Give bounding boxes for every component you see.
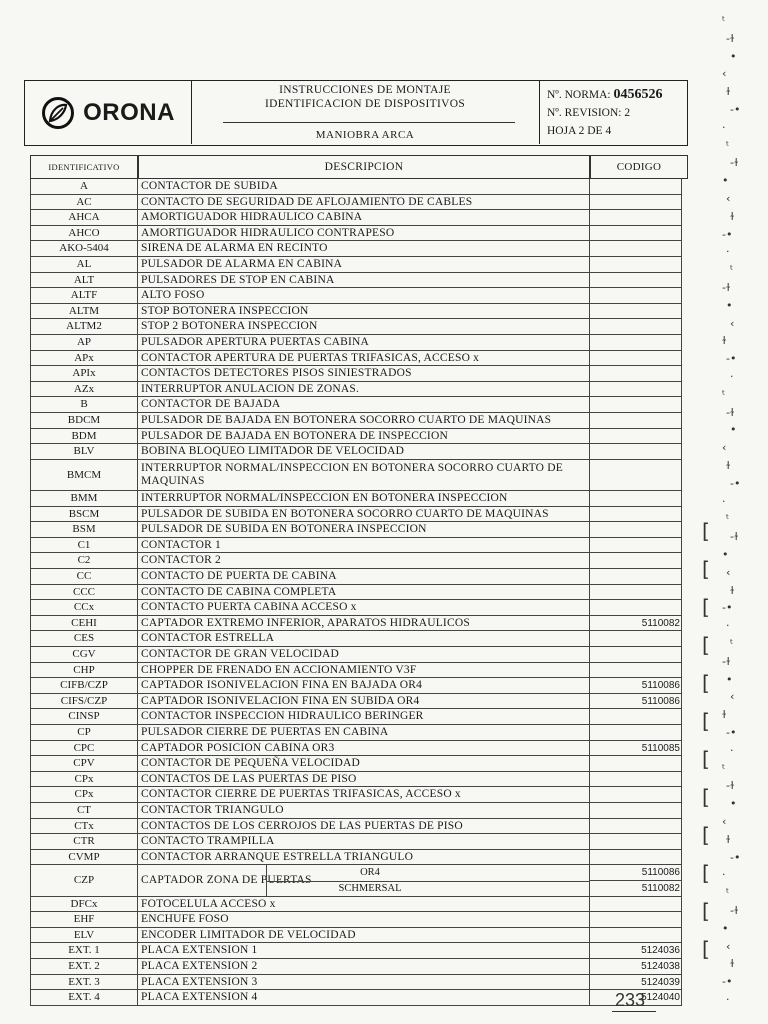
cell-codigo (590, 772, 682, 788)
cell-codigo (590, 413, 682, 429)
binding-bracket: [ (702, 709, 710, 733)
binding-mark: ᵗ (730, 263, 734, 277)
table-row (30, 413, 682, 429)
cell-descripcion: CONTACTO TRAMPILLA (138, 834, 590, 850)
handwritten-page-number: 233 (615, 990, 646, 1010)
cell-descripcion: PULSADOR CIERRE DE PUERTAS EN CABINA (138, 725, 590, 741)
cell-identificativo: ELV (30, 928, 138, 944)
binding-mark: ‐ɫ (726, 31, 735, 45)
binding-mark: ɫ (730, 957, 735, 971)
cell-identificativo: CGV (30, 647, 138, 663)
binding-mark: ɫ (722, 334, 727, 348)
table-row (30, 382, 682, 398)
cell-identificativo: CCC (30, 585, 138, 601)
table-row (30, 663, 682, 679)
table-row (30, 741, 682, 757)
binding-mark: • (730, 423, 737, 437)
binding-bracket: [ (702, 747, 710, 771)
table-row (30, 366, 682, 382)
binding-mark: · (726, 245, 730, 259)
cell-identificativo: CHP (30, 663, 138, 679)
cell-codigo: 5110086 (590, 678, 682, 694)
table-row (30, 959, 682, 975)
cell-identificativo: BDCM (30, 413, 138, 429)
binding-mark: -• (726, 726, 737, 739)
cell-codigo (590, 460, 682, 491)
cell-descripcion: INTERRUPTOR ANULACION DE ZONAS. (138, 382, 590, 398)
hoja-field: HOJA 2 DE 4 (547, 125, 612, 137)
binding-bracket: [ (702, 899, 710, 923)
binding-mark: • (726, 672, 733, 686)
cell-identificativo: CPx (30, 772, 138, 788)
cell-identificativo: ALT (30, 273, 138, 289)
cell-codigo (590, 366, 682, 382)
cell-codigo (590, 647, 682, 663)
cell-codigo (590, 787, 682, 803)
binding-mark: ‹ (726, 565, 731, 579)
cell-codigo (590, 522, 682, 538)
cell-descripcion: CONTACTOS DETECTORES PISOS SINIESTRADOS (138, 366, 590, 382)
binding-mark: ‹ (722, 441, 727, 455)
cell-codigo (590, 335, 682, 351)
cell-identificativo: AHCO (30, 226, 138, 242)
column-header-descripcion: DESCRIPCION (138, 155, 590, 179)
cell-codigo (590, 304, 682, 320)
table-row (30, 897, 682, 913)
cell-identificativo: AKO-5404 (30, 241, 138, 257)
cell-identificativo: EHF (30, 912, 138, 928)
cell-codigo (590, 210, 682, 226)
cell-descripcion: ENCODER LIMITADOR DE VELOCIDAD (138, 928, 590, 944)
table-row (30, 725, 682, 741)
cell-identificativo: AL (30, 257, 138, 273)
cell-descripcion: INTERRUPTOR NORMAL/INSPECCION EN BOTONERA INSPECCION (138, 491, 590, 507)
binding-mark: ᵗ (722, 761, 726, 775)
table-row (30, 179, 682, 195)
cell-identificativo: BMM (30, 491, 138, 507)
cell-identificativo: CPx (30, 787, 138, 803)
cell-descripcion: PLACA EXTENSION 4 (138, 990, 590, 1006)
cell-codigo (590, 226, 682, 242)
binding-mark: ‐ɫ (722, 281, 731, 294)
cell-codigo (590, 538, 682, 554)
cell-codigo (590, 725, 682, 741)
cell-identificativo: BDM (30, 429, 138, 445)
cell-codigo (590, 397, 682, 413)
table-row (30, 522, 682, 538)
cell-codigo (590, 288, 682, 304)
cell-descripcion: CHOPPER DE FRENADO EN ACCIONAMIENTO V3F (138, 663, 590, 679)
table-row (30, 631, 682, 647)
binding-mark: -• (726, 352, 737, 366)
logo-text: ORONA (83, 98, 175, 126)
cell-codigo (590, 257, 682, 273)
cell-codigo: 5124039 (590, 975, 682, 991)
cell-descripcion: CONTACTOR DE SUBIDA (138, 179, 590, 195)
binding-mark: · (722, 868, 726, 882)
table-row (30, 304, 682, 320)
cell-descripcion: CONTACTO DE SEGURIDAD DE AFLOJAMIENTO DE CABLES (138, 195, 590, 211)
binding-mark: ‹ (722, 815, 727, 828)
document-header (24, 80, 688, 146)
cell-codigo (590, 351, 682, 367)
binding-bracket: [ (702, 785, 710, 809)
cell-descripcion: STOP BOTONERA INSPECCION (138, 304, 590, 320)
binding-mark: -• (722, 601, 733, 615)
cell-codigo (590, 912, 682, 928)
binding-mark: · (722, 120, 726, 134)
binding-bracket: [ (702, 861, 710, 885)
page-number-underline (612, 1011, 656, 1012)
header-meta-block (539, 81, 687, 144)
cell-descripcion: ALTO FOSO (138, 288, 590, 304)
cell-identificativo: EXT. 2 (30, 959, 138, 975)
cell-identificativo: ALTM (30, 304, 138, 320)
cell-descripcion: CONTACTOR DE GRAN VELOCIDAD (138, 647, 590, 663)
cell-codigo (590, 507, 682, 523)
table-row (30, 444, 682, 460)
cell-identificativo: CPV (30, 756, 138, 772)
cell-identificativo: DFCx (30, 897, 138, 913)
cell-identificativo: APx (30, 351, 138, 367)
table-row (30, 678, 682, 694)
cell-codigo (590, 585, 682, 601)
cell-descripcion: PLACA EXTENSION 1 (138, 943, 590, 959)
binding-mark: ‐ɫ (730, 156, 739, 170)
cell-identificativo: EXT. 1 (30, 943, 138, 959)
cell-identificativo: CVMP (30, 850, 138, 866)
cell-identificativo: EXT. 3 (30, 975, 138, 991)
cell-descripcion: PULSADOR APERTURA PUERTAS CABINA (138, 335, 590, 351)
cell-descripcion: CONTACTO PUERTA CABINA ACCESO x (138, 600, 590, 616)
binding-bracket: [ (702, 519, 710, 543)
cell-codigo (590, 834, 682, 850)
table-row (30, 319, 682, 335)
cell-codigo (590, 756, 682, 772)
header-subtitle: MANIOBRA ARCA (315, 129, 415, 141)
binding-mark: • (730, 797, 737, 811)
table-row (30, 351, 682, 367)
cell-descripcion: CAPTADOR ZONA DE PUERTAS (138, 865, 590, 896)
cell-descripcion: CAPTADOR POSICION CABINA OR3 (138, 741, 590, 757)
sub-variant-label: OR4 (360, 867, 380, 879)
cell-descripcion: CAPTADOR EXTREMO INFERIOR, APARATOS HIDRAULICOS (138, 616, 590, 632)
cell-identificativo: CZP (30, 865, 138, 896)
cell-descripcion: CONTACTOS DE LAS PUERTAS DE PISO (138, 772, 590, 788)
table-row (30, 241, 682, 257)
table-row (30, 709, 682, 725)
revision-field: Nº. REVISION: 2 (547, 107, 631, 119)
cell-codigo: 5124036 (590, 943, 682, 959)
cell-descripcion: CONTACTO DE CABINA COMPLETA (138, 585, 590, 601)
binding-bracket: [ (702, 671, 710, 695)
cell-descripcion: PLACA EXTENSION 3 (138, 975, 590, 991)
cell-descripcion: CONTACTOR ARRANQUE ESTRELLA TRIANGULO (138, 850, 590, 866)
binding-mark: ɫ (730, 583, 735, 597)
column-header-identificativo: IDENTIFICATIVO (30, 155, 138, 179)
binding-hole-marks (696, 14, 768, 1014)
cell-identificativo: CC (30, 569, 138, 585)
binding-mark: • (726, 298, 733, 312)
binding-bracket: [ (702, 633, 710, 657)
cell-identificativo: ALTF (30, 288, 138, 304)
cell-descripcion: AMORTIGUADOR HIDRAULICO CONTRAPESO (138, 226, 590, 242)
table-row (30, 335, 682, 351)
cell-codigo (590, 928, 682, 944)
cell-identificativo: BSM (30, 522, 138, 538)
cell-descripcion: BOBINA BLOQUEO LIMITADOR DE VELOCIDAD (138, 444, 590, 460)
header-title-block (191, 81, 540, 144)
header-title-line2: IDENTIFICACION DE DISPOSITIVOS (264, 98, 466, 110)
binding-mark: ɫ (726, 459, 731, 472)
binding-mark: · (726, 993, 730, 1006)
binding-mark: ᵗ (722, 387, 726, 401)
table-row (30, 647, 682, 663)
cell-codigo (590, 382, 682, 398)
cell-descripcion: CONTACTOR 2 (138, 553, 590, 569)
table-row (30, 865, 682, 896)
table-row (30, 756, 682, 772)
table-row (30, 600, 682, 616)
orona-logo-icon (41, 96, 75, 130)
cell-descripcion: CAPTADOR ISONIVELACION FINA EN SUBIDA OR4 (138, 694, 590, 710)
table-row (30, 569, 682, 585)
cell-identificativo: AZx (30, 382, 138, 398)
cell-codigo (590, 819, 682, 835)
sub-variant-code: 5110082 (590, 881, 682, 897)
cell-descripcion: PULSADOR DE BAJADA EN BOTONERA SOCORRO CUARTO DE MAQUINAS (138, 413, 590, 429)
binding-mark: ‹ (726, 192, 731, 205)
binding-mark: -• (730, 850, 741, 864)
cell-identificativo: AHCA (30, 210, 138, 226)
binding-mark: ɫ (730, 209, 735, 223)
table-row (30, 834, 682, 850)
binding-mark: ᵗ (726, 138, 730, 152)
cell-descripcion: PULSADOR DE ALARMA EN CABINA (138, 257, 590, 273)
binding-bracket: [ (702, 557, 710, 581)
binding-mark: ‐ɫ (730, 530, 739, 544)
cell-identificativo: CINSP (30, 709, 138, 725)
cell-identificativo: BSCM (30, 507, 138, 523)
binding-mark: ᵗ (730, 637, 734, 650)
cell-descripcion: PLACA EXTENSION 2 (138, 959, 590, 975)
cell-codigo (590, 709, 682, 725)
cell-identificativo: BLV (30, 444, 138, 460)
cell-descripcion: CONTACTOR APERTURA DE PUERTAS TRIFASICAS, ACCESO x (138, 351, 590, 367)
cell-codigo (590, 897, 682, 913)
binding-mark: • (722, 174, 729, 188)
table-row (30, 288, 682, 304)
cell-identificativo: ALTM2 (30, 319, 138, 335)
table-row (30, 975, 682, 991)
table-row (30, 553, 682, 569)
sub-variant-label: SCHMERSAL (338, 882, 402, 894)
binding-bracket: [ (702, 937, 710, 961)
cell-identificativo: CTx (30, 819, 138, 835)
cell-descripcion: PULSADOR DE BAJADA EN BOTONERA DE INSPECCION (138, 429, 590, 445)
cell-descripcion: SIRENA DE ALARMA EN RECINTO (138, 241, 590, 257)
cell-codigo (590, 631, 682, 647)
cell-codigo: 5124040 (590, 990, 682, 1006)
table-row (30, 772, 682, 788)
binding-mark: ‹ (722, 67, 727, 81)
binding-mark: ᵗ (726, 886, 730, 900)
cell-identificativo: AC (30, 195, 138, 211)
binding-bracket: [ (702, 823, 710, 847)
column-header-codigo: CODIGO (590, 155, 688, 179)
cell-identificativo: CTR (30, 834, 138, 850)
cell-codigo (590, 195, 682, 211)
binding-mark: • (730, 49, 737, 63)
table-row (30, 803, 682, 819)
cell-descripcion: CONTACTOS DE LOS CERROJOS DE LAS PUERTAS DE PISO (138, 819, 590, 835)
norma-field (547, 87, 663, 103)
cell-descripcion: ENCHUFE FOSO (138, 912, 590, 928)
binding-mark: ‐ɫ (726, 779, 735, 793)
cell-identificativo: CEHI (30, 616, 138, 632)
cell-identificativo: CCx (30, 600, 138, 616)
table-row (30, 210, 682, 226)
cell-codigo (590, 569, 682, 585)
binding-mark: ‐ɫ (726, 405, 735, 419)
cell-codigo: 5110082 (590, 616, 682, 632)
cell-identificativo: CT (30, 803, 138, 819)
cell-identificativo: CP (30, 725, 138, 741)
table-row (30, 491, 682, 507)
cell-descripcion: CONTACTOR TRIANGULO (138, 803, 590, 819)
table-row (30, 912, 682, 928)
cell-descripcion: CONTACTO DE PUERTA DE CABINA (138, 569, 590, 585)
cell-codigo (590, 429, 682, 445)
table-row (30, 397, 682, 413)
norma-value: 0456526 (613, 87, 663, 102)
cell-identificativo: AP (30, 335, 138, 351)
cell-codigo (590, 241, 682, 257)
cell-codigo (590, 803, 682, 819)
binding-mark: -• (722, 227, 733, 241)
table-row (30, 694, 682, 710)
binding-mark: ɫ (726, 85, 731, 99)
cell-codigo (590, 319, 682, 335)
cell-codigo (590, 663, 682, 679)
cell-identificativo: CPC (30, 741, 138, 757)
binding-mark: -• (730, 103, 741, 116)
binding-mark: ‹ (730, 690, 735, 704)
cell-identificativo: APIx (30, 366, 138, 382)
cell-descripcion: CONTACTOR 1 (138, 538, 590, 554)
header-title-line1: INSTRUCCIONES DE MONTAJE (279, 84, 451, 96)
company-logo (25, 81, 192, 144)
binding-mark: · (730, 743, 734, 757)
cell-descripcion: INTERRUPTOR NORMAL/INSPECCION EN BOTONERA SOCORRO CUARTO DE MAQUINAS (138, 460, 590, 491)
cell-codigo: 5110085 (590, 741, 682, 757)
binding-mark: • (722, 548, 729, 561)
table-row (30, 787, 682, 803)
cell-descripcion: AMORTIGUADOR HIDRAULICO CABINA (138, 210, 590, 226)
cell-identificativo: BMCM (30, 460, 138, 491)
cell-identificativo: EXT. 4 (30, 990, 138, 1006)
binding-mark: • (722, 921, 729, 935)
cell-identificativo: CIFB/CZP (30, 678, 138, 694)
table-row (30, 538, 682, 554)
table-row (30, 226, 682, 242)
table-row (30, 616, 682, 632)
cell-identificativo: CIFS/CZP (30, 694, 138, 710)
binding-mark: ᵗ (726, 512, 730, 526)
cell-codigo (590, 491, 682, 507)
binding-mark: ᵗ (722, 14, 726, 27)
binding-mark: ɫ (722, 708, 727, 722)
cell-codigo (590, 273, 682, 289)
table-row (30, 819, 682, 835)
table-row (30, 429, 682, 445)
table-row (30, 928, 682, 944)
binding-mark: ‹ (726, 939, 731, 953)
binding-mark: · (730, 370, 734, 383)
binding-mark: -• (730, 476, 741, 490)
cell-codigo (590, 600, 682, 616)
binding-mark: · (722, 494, 726, 508)
cell-descripcion: PULSADOR DE SUBIDA EN BOTONERA INSPECCION (138, 522, 590, 538)
cell-descripcion: STOP 2 BOTONERA INSPECCION (138, 319, 590, 335)
cell-identificativo: B (30, 397, 138, 413)
binding-bracket: [ (702, 595, 710, 619)
cell-descripcion: CONTACTOR CIERRE DE PUERTAS TRIFASICAS, ACCESO x (138, 787, 590, 803)
cell-descripcion: CONTACTOR DE PEQUEÑA VELOCIDAD (138, 756, 590, 772)
cell-codigo: 5110086 (590, 694, 682, 710)
table-row (30, 273, 682, 289)
table-row (30, 460, 682, 491)
cell-descripcion: PULSADORES DE STOP EN CABINA (138, 273, 590, 289)
table-row (30, 585, 682, 601)
binding-mark: · (726, 619, 730, 633)
cell-descripcion: PULSADOR DE SUBIDA EN BOTONERA SOCORRO CUARTO DE MAQUINAS (138, 507, 590, 523)
table-row (30, 507, 682, 523)
cell-codigo: 5124038 (590, 959, 682, 975)
cell-identificativo: C2 (30, 553, 138, 569)
cell-descripcion: CONTACTOR DE BAJADA (138, 397, 590, 413)
cell-codigo (590, 850, 682, 866)
cell-identificativo: C1 (30, 538, 138, 554)
norma-label: Nº. NORMA: (547, 89, 611, 101)
cell-codigo (590, 179, 682, 195)
cell-codigo (590, 553, 682, 569)
table-row (30, 990, 682, 1006)
header-rule (223, 122, 515, 123)
sub-variant-code: 5110086 (590, 865, 682, 881)
binding-mark: ‐ɫ (730, 904, 739, 917)
table-row (30, 943, 682, 959)
binding-mark: -• (722, 975, 733, 989)
binding-mark: ‐ɫ (722, 654, 731, 668)
binding-mark: ‹ (730, 316, 735, 330)
cell-descripcion: CONTACTOR ESTRELLA (138, 631, 590, 647)
cell-codigo (590, 444, 682, 460)
cell-descripcion: CAPTADOR ISONIVELACION FINA EN BAJADA OR4 (138, 678, 590, 694)
cell-identificativo: CES (30, 631, 138, 647)
binding-mark: ɫ (726, 832, 731, 846)
table-row (30, 257, 682, 273)
table-row (30, 850, 682, 866)
cell-identificativo: A (30, 179, 138, 195)
cell-descripcion: FOTOCELULA ACCESO x (138, 897, 590, 913)
table-row (30, 195, 682, 211)
cell-descripcion: CONTACTOR INSPECCION HIDRAULICO BERINGER (138, 709, 590, 725)
